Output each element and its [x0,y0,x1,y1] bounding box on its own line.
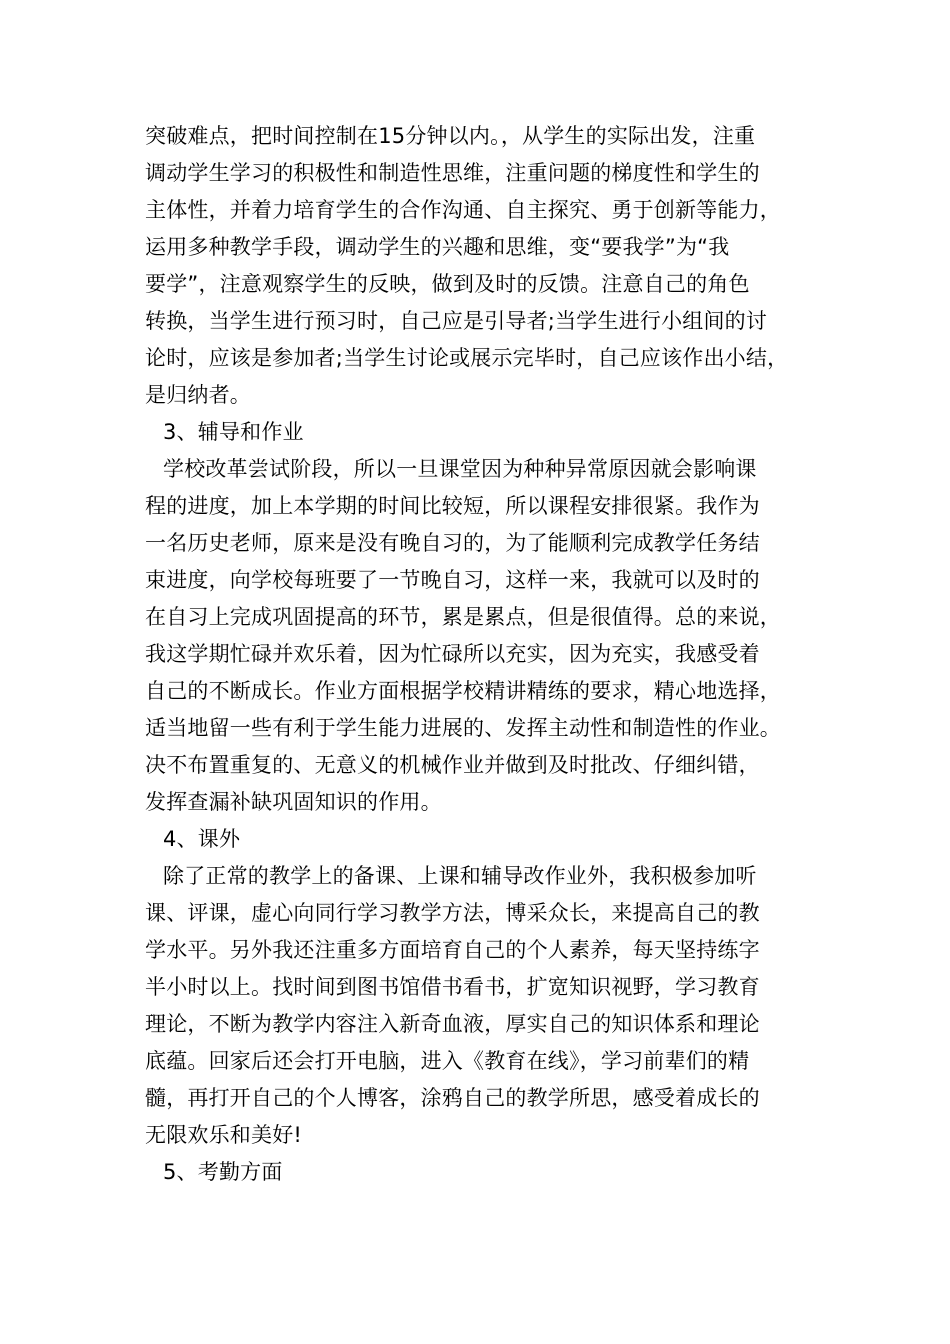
body-text-line: 一名历史老师，原来是没有晚自习的，为了能顺利完成教学任务结 [145,531,760,555]
body-text-line: 髓，再打开自己的个人博客，涂鸦自己的教学所思，感受着成长的 [145,1086,760,1110]
body-text-line: 发挥查漏补缺巩固知识的作用。 [145,790,442,814]
body-text-line: 程的进度，加上本学期的时间比较短，所以课程安排很紧。我作为 [145,494,760,518]
body-text-line: 理论，不断为教学内容注入新奇血液，厚实自己的知识体系和理论 [145,1012,760,1036]
body-text-line: 适当地留一些有利于学生能力进展的、发挥主动性和制造性的作业。 [145,716,781,740]
body-text-line: 转换，当学生进行预习时，自己应是引导者;当学生进行小组间的讨 [145,309,768,333]
paragraph-first-line: 除了正常的教学上的备课、上课和辅导改作业外，我积极参加听 [163,864,757,888]
body-text-line: 决不布置重复的、无意义的机械作业并做到及时批改、仔细纠错， [145,753,760,777]
section-heading: 5、考勤方面 [163,1160,283,1184]
section-heading: 3、辅导和作业 [163,420,304,444]
body-text-line: 无限欢乐和美好! [145,1123,303,1147]
paragraph-first-line: 学校改革尝试阶段，所以一旦课堂因为种种异常原因就会影响课 [163,457,757,481]
section-heading: 4、课外 [163,827,241,851]
body-text-line: 半小时以上。找时间到图书馆借书看书，扩宽知识视野，学习教育 [145,975,760,999]
body-text-line: 我这学期忙碌并欢乐着，因为忙碌所以充实，因为充实，我感受着 [145,642,760,666]
body-text-line: 论时，应该是参加者;当学生讨论或展示完毕时，自己应该作出小结， [145,346,789,370]
body-text-line: 主体性，并着力培育学生的合作沟通、自主探究、勇于创新等能力， [145,198,781,222]
body-text-line: 课、评课，虚心向同行学习教学方法，博采众长，来提高自己的教 [145,901,760,925]
body-text-line: 运用多种教学手段，调动学生的兴趣和思维，变“要我学”为“我 [145,235,730,259]
body-text-line: 学水平。另外我还注重多方面培育自己的个人素养，每天坚持练字 [145,938,760,962]
body-text-line: 要学”，注意观察学生的反映，做到及时的反馈。注意自己的角色 [145,272,750,296]
body-text-line: 在自习上完成巩固提高的环节，累是累点，但是很值得。总的来说， [145,605,781,629]
document-body [145,118,830,1191]
body-text-line: 束进度，向学校每班要了一节晚自习，这样一来，我就可以及时的 [145,568,760,592]
body-text-line: 调动学生学习的积极性和制造性思维，注重问题的梯度性和学生的 [145,161,760,185]
body-text-line: 自己的不断成长。作业方面根据学校精讲精练的要求，精心地选择， [145,679,781,703]
body-text-line: 是归纳者。 [145,383,251,407]
body-text-line: 突破难点，把时间控制在15分钟以内。，从学生的实际出发，注重 [145,124,756,148]
body-text-line: 底蕴。回家后还会打开电脑，进入《教育在线》，学习前辈们的精 [145,1049,750,1073]
